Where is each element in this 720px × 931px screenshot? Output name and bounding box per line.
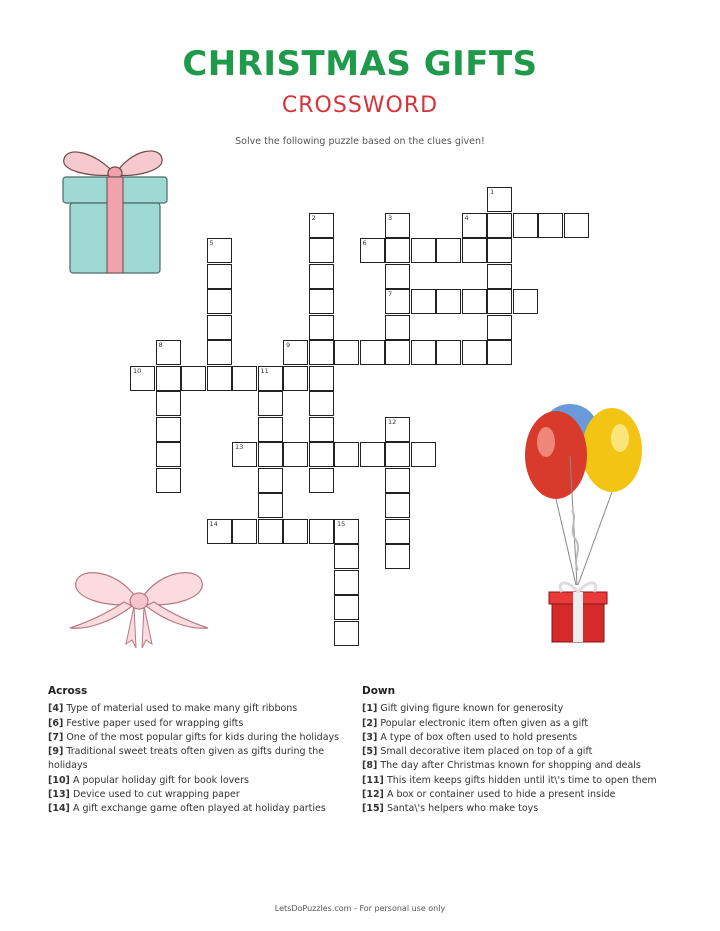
clue-number: [13]	[48, 789, 70, 801]
grid-cell[interactable]	[411, 442, 436, 467]
grid-cell[interactable]	[207, 366, 232, 391]
grid-cell[interactable]	[411, 289, 436, 314]
grid-cell[interactable]	[462, 340, 487, 365]
grid-cell[interactable]	[487, 213, 512, 238]
clue-number: [14]	[48, 803, 70, 815]
grid-cell[interactable]	[309, 519, 334, 544]
clue-text: Type of material used to make many gift ribbons	[66, 703, 298, 715]
clue-text: A type of box often used to hold presents	[380, 731, 578, 743]
grid-cell[interactable]	[207, 519, 232, 544]
grid-cell[interactable]	[411, 340, 436, 365]
grid-cell[interactable]	[462, 213, 487, 238]
clue-number: [15]	[362, 803, 384, 815]
clue-item	[362, 717, 672, 731]
grid-cell[interactable]	[487, 289, 512, 314]
clue-text: The day after Christmas known for shopping and deals	[380, 760, 641, 772]
grid-cell[interactable]	[309, 238, 334, 263]
grid-cell[interactable]	[258, 417, 283, 442]
grid-cell[interactable]	[258, 493, 283, 518]
footer-text: LetsDoPuzzles.com - For personal use only	[274, 904, 446, 913]
clue-text: Festive paper used for wrapping gifts	[66, 717, 244, 729]
balloons-gift-illustration	[516, 400, 648, 648]
grid-cell[interactable]	[309, 315, 334, 340]
down-clues	[362, 684, 672, 817]
clue-text: Small decorative item placed on top of a gift	[380, 746, 593, 758]
grid-cell[interactable]	[385, 493, 410, 518]
grid-cell[interactable]	[334, 519, 359, 544]
ribbon-bow-illustration	[66, 568, 212, 650]
grid-cell[interactable]	[385, 238, 410, 263]
clue-number: [8]	[362, 760, 378, 772]
cell-number: 13	[235, 443, 244, 451]
clue-number: [12]	[362, 789, 384, 801]
cell-number: 2	[311, 213, 316, 222]
grid-cell[interactable]	[487, 187, 512, 212]
grid-cell[interactable]	[156, 442, 181, 467]
grid-cell[interactable]	[283, 519, 308, 544]
clue-item	[362, 774, 672, 788]
grid-cell[interactable]	[309, 264, 334, 289]
clue-text: Gift giving figure known for generosity	[380, 703, 564, 715]
grid-cell[interactable]	[156, 391, 181, 416]
cell-number: 15	[337, 519, 346, 528]
grid-cell[interactable]	[309, 468, 334, 493]
clue-item	[48, 774, 353, 788]
clue-item	[362, 759, 672, 773]
grid-cell[interactable]	[156, 417, 181, 442]
gift-box-illustration	[56, 143, 174, 279]
cell-number: 5	[209, 239, 214, 247]
grid-cell[interactable]	[309, 366, 334, 391]
grid-cell[interactable]	[334, 621, 359, 646]
clue-item	[48, 731, 353, 745]
grid-cell[interactable]	[309, 391, 334, 416]
grid-cell[interactable]	[258, 366, 283, 391]
cell-number: 7	[388, 290, 393, 298]
clue-item	[48, 717, 353, 731]
clue-number: [7]	[48, 731, 64, 743]
grid-cell[interactable]	[309, 340, 334, 365]
across-clues	[48, 684, 353, 817]
cell-number: 11	[260, 366, 269, 375]
grid-cell[interactable]	[487, 264, 512, 289]
clue-item	[362, 745, 672, 759]
grid-cell[interactable]	[487, 238, 512, 263]
puzzle-subtitle: CROSSWORD	[281, 93, 439, 118]
grid-cell[interactable]	[513, 289, 538, 314]
cell-number: 8	[158, 341, 163, 349]
clue-text: Device used to cut wrapping paper	[72, 789, 240, 801]
grid-cell[interactable]	[436, 289, 461, 314]
grid-cell[interactable]	[385, 315, 410, 340]
clue-text: A popular holiday gift for book lovers	[72, 774, 249, 786]
grid-cell[interactable]	[207, 315, 232, 340]
grid-cell[interactable]	[334, 544, 359, 569]
grid-cell[interactable]	[436, 340, 461, 365]
clue-number: [6]	[48, 717, 64, 729]
clue-text: One of the most popular gifts for kids during the holidays	[66, 731, 340, 743]
clue-text: Santa\'s helpers who make toys	[386, 803, 539, 815]
grid-cell[interactable]	[334, 442, 359, 467]
grid-cell[interactable]	[207, 238, 232, 263]
grid-cell[interactable]	[334, 595, 359, 620]
clue-text: Popular electronic item often given as a gift	[380, 717, 589, 729]
clue-number: [3]	[362, 731, 378, 743]
clue-item	[48, 802, 353, 816]
clue-item	[362, 702, 672, 716]
grid-cell[interactable]	[258, 442, 283, 467]
clue-item	[48, 745, 353, 774]
clue-number: [2]	[362, 717, 378, 729]
grid-cell[interactable]	[385, 340, 410, 365]
grid-cell[interactable]	[462, 289, 487, 314]
grid-cell[interactable]	[334, 570, 359, 595]
down-heading: Down	[362, 685, 396, 697]
grid-cell[interactable]	[156, 468, 181, 493]
grid-cell[interactable]	[334, 340, 359, 365]
clue-text: A gift exchange game often played at holiday parties	[72, 803, 326, 815]
grid-cell[interactable]	[283, 366, 308, 391]
grid-cell[interactable]	[130, 366, 155, 391]
clue-number: [4]	[48, 703, 64, 715]
cell-number: 12	[388, 417, 397, 426]
grid-cell[interactable]	[232, 442, 257, 467]
grid-cell[interactable]	[487, 340, 512, 365]
grid-cell[interactable]	[385, 264, 410, 289]
grid-cell[interactable]	[207, 264, 232, 289]
grid-cell[interactable]	[232, 519, 257, 544]
cell-number: 1	[490, 188, 495, 196]
clue-number: [5]	[362, 746, 378, 758]
grid-cell[interactable]	[207, 340, 232, 365]
grid-cell[interactable]	[156, 340, 181, 365]
grid-cell[interactable]	[360, 340, 385, 365]
grid-cell[interactable]	[385, 289, 410, 314]
clue-number: [1]	[362, 703, 378, 715]
cell-number: 10	[133, 366, 142, 375]
grid-cell[interactable]	[309, 289, 334, 314]
grid-cell[interactable]	[360, 238, 385, 263]
grid-cell[interactable]	[360, 442, 385, 467]
clue-item	[48, 702, 353, 716]
grid-cell[interactable]	[258, 519, 283, 544]
grid-cell[interactable]	[181, 366, 206, 391]
cell-number: 4	[464, 213, 469, 222]
cell-number: 6	[362, 239, 367, 247]
clue-item	[362, 788, 672, 802]
cell-number: 9	[286, 341, 291, 349]
grid-cell[interactable]	[487, 315, 512, 340]
clue-text: Traditional sweet treats often given as gifts during the holidays	[48, 746, 325, 772]
grid-cell[interactable]	[156, 366, 181, 391]
clue-item	[362, 731, 672, 745]
grid-cell[interactable]	[462, 238, 487, 263]
grid-cell[interactable]	[564, 213, 589, 238]
grid-cell[interactable]	[385, 417, 410, 442]
grid-cell[interactable]	[309, 442, 334, 467]
grid-cell[interactable]	[538, 213, 563, 238]
grid-cell[interactable]	[436, 238, 461, 263]
grid-cell[interactable]	[232, 366, 257, 391]
instructions-text: Solve the following puzzle based on the clues given!	[235, 136, 485, 147]
grid-cell[interactable]	[283, 340, 308, 365]
clue-item	[48, 788, 353, 802]
grid-cell[interactable]	[309, 417, 334, 442]
grid-cell[interactable]	[309, 213, 334, 238]
clue-text: A box or container used to hide a present inside	[386, 789, 616, 801]
clue-text: This item keeps gifts hidden until it\'s time to open them	[386, 774, 657, 786]
grid-cell[interactable]	[385, 519, 410, 544]
grid-cell[interactable]	[411, 238, 436, 263]
clue-number: [9]	[48, 746, 64, 758]
grid-cell[interactable]	[385, 544, 410, 569]
clue-item	[362, 802, 672, 816]
puzzle-title: CHRISTMAS GIFTS	[182, 44, 538, 84]
clue-number: [11]	[362, 774, 384, 786]
across-heading: Across	[48, 685, 88, 697]
grid-cell[interactable]	[258, 468, 283, 493]
grid-cell[interactable]	[283, 442, 308, 467]
cell-number: 3	[388, 213, 393, 222]
grid-cell[interactable]	[513, 213, 538, 238]
grid-cell[interactable]	[385, 442, 410, 467]
grid-cell[interactable]	[258, 391, 283, 416]
cell-number: 14	[209, 519, 218, 528]
grid-cell[interactable]	[385, 213, 410, 238]
clue-number: [10]	[48, 774, 70, 786]
grid-cell[interactable]	[207, 289, 232, 314]
grid-cell[interactable]	[385, 468, 410, 493]
